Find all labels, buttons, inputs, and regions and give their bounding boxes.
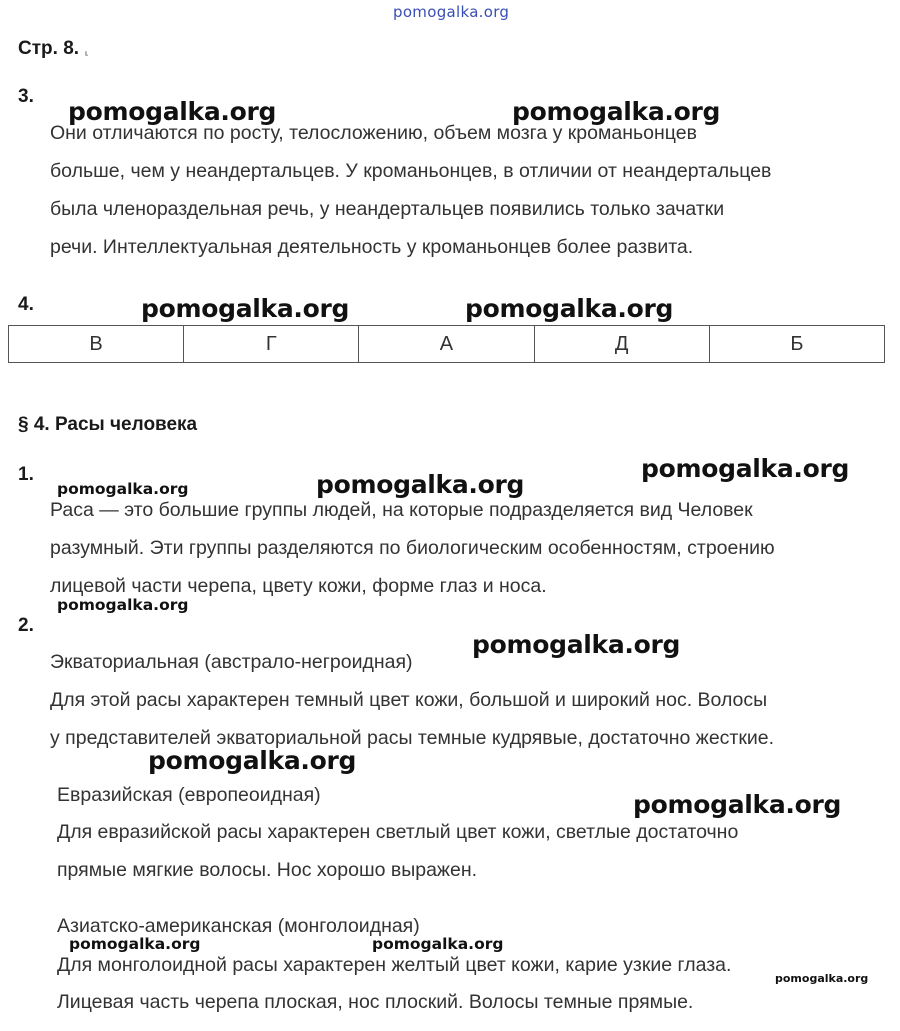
race-2-name: Евразийская (европеоидная)	[57, 784, 321, 806]
watermark: pomogalka.org	[57, 480, 189, 498]
watermark: pomogalka.org	[148, 746, 357, 775]
question-3-line-1: Они отличаются по росту, телосложению, объем мозга у кроманьонцев	[50, 122, 697, 144]
answer-cell-1: В	[9, 326, 184, 363]
section-question-1-line-3: лицевой части черепа, цвету кожи, форме глаз и носа.	[50, 575, 547, 597]
answer-cell-5: Б	[709, 326, 884, 363]
answer-cell-2: Г	[184, 326, 359, 363]
race-3-line-2: Лицевая часть черепа плоская, нос плоский. Волосы темные прямые.	[57, 991, 694, 1013]
race-1-name: Экваториальная (австрало-негроидная)	[50, 651, 413, 673]
watermark: pomogalka.org	[465, 294, 674, 323]
answer-cell-3: А	[359, 326, 534, 363]
section-title: § 4. Расы человека	[18, 414, 198, 435]
watermark: pomogalka.org	[512, 97, 721, 126]
watermark: pomogalka.org	[141, 294, 350, 323]
race-1-line-2: у представителей экваториальной расы темные кудрявые, достаточно жесткие.	[50, 727, 775, 749]
question-3-line-4: речи. Интеллектуальная деятельность у кроманьонцев более развита.	[50, 236, 694, 258]
race-3-line-1: Для монголоидной расы характерен желтый цвет кожи, карие узкие глаза.	[57, 954, 732, 976]
watermark: pomogalka.org	[472, 630, 681, 659]
watermark: pomogalka.org	[69, 935, 201, 953]
watermark-top: pomogalka.org	[393, 3, 510, 21]
question-3-number: 3.	[18, 86, 34, 107]
race-3-name: Азиатско-американская (монголоидная)	[57, 915, 420, 937]
watermark: pomogalka.org	[641, 454, 850, 483]
answer-cell-4: Д	[534, 326, 709, 363]
section-question-1-line-2: разумный. Эти группы разделяются по биологическим особенностям, строению	[50, 537, 775, 559]
watermark: pomogalka.org	[57, 596, 189, 614]
answer-table	[8, 325, 885, 363]
page-ref	[18, 38, 89, 60]
page-ref-text: Стр. 8.	[18, 38, 80, 59]
race-2-line-1: Для евразийской расы характерен светлый цвет кожи, светлые достаточно	[57, 821, 739, 843]
question-3-line-3: была членораздельная речь, у неандертальцев появились только зачатки	[50, 198, 725, 220]
answer-row	[9, 326, 885, 363]
watermark: pomogalka.org	[316, 470, 525, 499]
watermark: pomogalka.org	[68, 97, 277, 126]
question-3-line-2: больше, чем у неандертальцев. У кроманьонцев, в отличии от неандертальцев	[50, 160, 772, 182]
section-question-2-number: 2.	[18, 615, 34, 636]
race-2-line-2: прямые мягкие волосы. Нос хорошо выражен.	[57, 859, 478, 881]
section-question-1-line-1: Раса — это большие группы людей, на которые подразделяется вид Человек	[50, 499, 753, 521]
watermark: pomogalka.org	[372, 935, 504, 953]
watermark: pomogalka.org	[633, 790, 842, 819]
race-1-line-1: Для этой расы характерен темный цвет кожи, большой и широкий нос. Волосы	[50, 689, 768, 711]
question-4-number: 4.	[18, 294, 34, 315]
page-ref-mark: ⸤	[84, 43, 90, 57]
section-question-1-number: 1.	[18, 464, 34, 485]
watermark: pomogalka.org	[775, 972, 869, 985]
